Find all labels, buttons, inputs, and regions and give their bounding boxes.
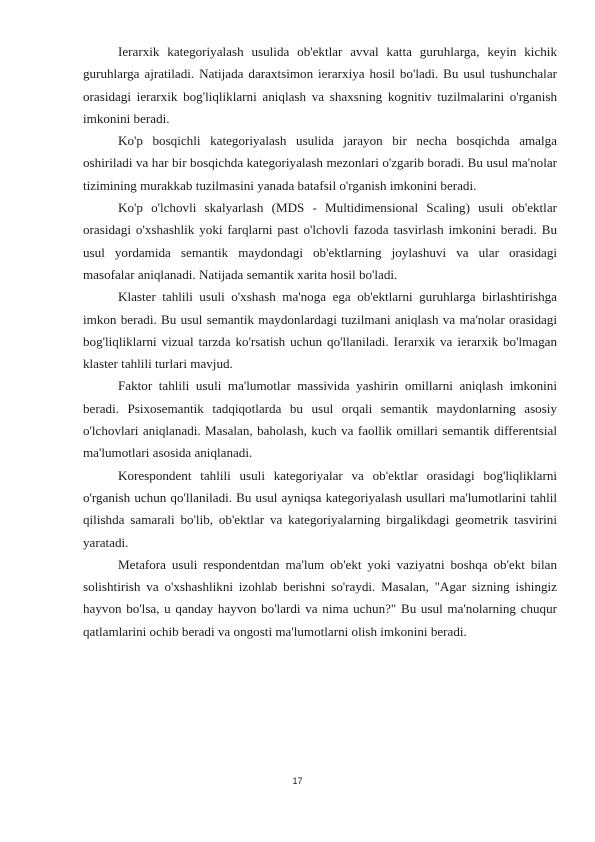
paragraph-correspondence-analysis: Korespondent tahlili usuli kategoriyalar va ob'ektlar orasidagi bog'liqliklarni o'rganish uchun qo'llaniladi. Bu usul ayniqsa kategoriyalash usullari ma'lumotlarini tahlil qilishda samarali bo'lib, ob'ektlar va kategoriyalarning birgalikdagi geometrik tasvirini yaratadi. xyxy=(83,467,557,550)
paragraph-hierarchical-categorization: Ierarxik kategoriyalash usulida ob'ektlar avval katta guruhlarga, keyin kichik guruhlarga ajratiladi. Natijada daraxtsimon ierarxiya hosil bo'ladi. Bu usul tushunchalar orasidagi ierarxik bog'liqliklarni aniqlash va shaxsning kognitiv tuzilmalarini o'rganish imkonini beradi. xyxy=(83,44,557,126)
paragraph-factor-analysis: Faktor tahlili usuli ma'lumotlar massivida yashirin omillarni aniqlash imkonini beradi. Psixosemantik tadqiqotlarda bu usul orqali semantik maydonlarning asosiy o'lchovlari aniqlanadi. Masalan, baholash, kuch va faollik omillari semantik differentsial ma'lumotlari asosida aniqlanadi. xyxy=(83,378,557,461)
page-number: 17 xyxy=(292,776,303,786)
paragraph-multidimensional-scaling: Ko'p o'lchovli skalyarlash (MDS - Multidimensional Scaling) usuli ob'ektlar orasidagi o'xshashlik yoki farqlarni past o'lchovli fazoda tasvirlash imkonini beradi. Bu usul yordamida semantik maydondagi ob'ektlarning joylashuvi va ular orasidagi masofalar aniqlanadi. Natijada semantik xarita hosil bo'ladi. xyxy=(83,200,557,282)
paragraph-cluster-analysis: Klaster tahlili usuli o'xshash ma'noga ega ob'ektlarni guruhlarga birlashtirishga imkon beradi. Bu usul semantik maydonlardagi tuzilmani aniqlash va ma'nolar orasidagi bog'liqliklarni vizual tarzda ko'rsatish uchun qo'llaniladi. Ierarxik va ierarxik bo'lmagan klaster tahlili turlari mavjud. xyxy=(83,289,557,372)
paragraph-metaphor-method: Metafora usuli respondentdan ma'lum ob'ekt yoki vaziyatni boshqa ob'ekt bilan solishtirish va o'xshashlikni izohlab berishni so'raydi. Masalan, "Agar sizning ishingiz hayvon bo'lsa, u qanday hayvon bo'lardi va nima uchun?" Bu usul ma'nolarning chuqur qatlamlarini ochib beradi va ongosti ma'lumotlarni olish imkonini beradi. xyxy=(83,556,557,639)
paragraph-multistage-categorization: Ko'p bosqichli kategoriyalash usulida jarayon bir necha bosqichda amalga oshiriladi va har bir bosqichda kategoriyalash mezonlari o'zgarib boradi. Bu usul ma'nolar tizimining murakkab tuzilmasini yanada batafsil o'rganish imkonini beradi. xyxy=(83,133,557,193)
page-body xyxy=(83,41,557,643)
